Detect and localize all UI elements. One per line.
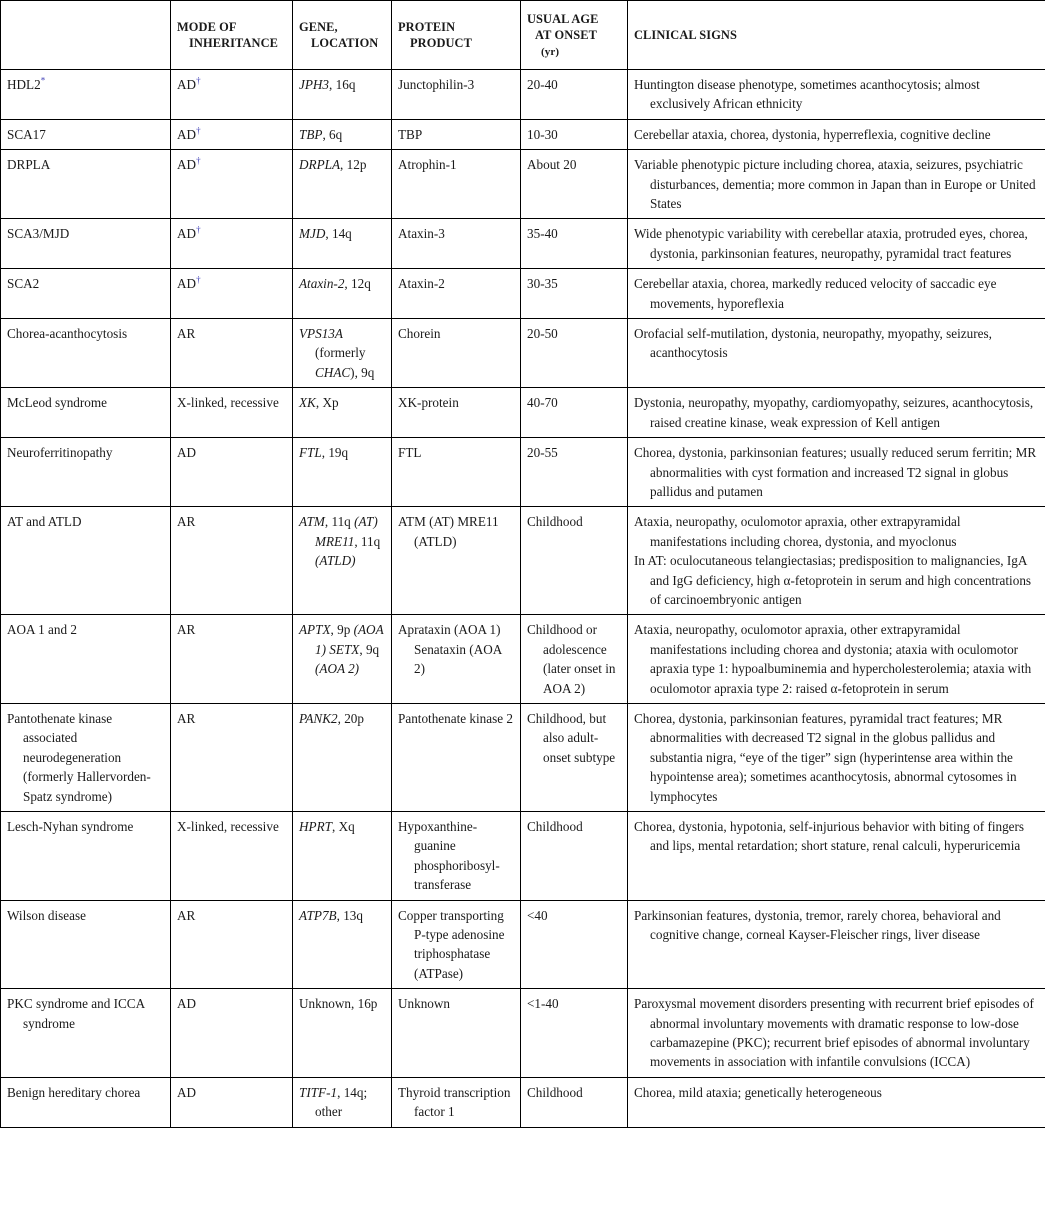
cell-inheritance: AD xyxy=(171,989,293,1078)
gene-location: , 16q xyxy=(329,77,356,92)
cell-signs: Cerebellar ataxia, chorea, dystonia, hyperreflexia, cognitive decline xyxy=(628,119,1045,149)
cell-age: 20-40 xyxy=(521,70,628,120)
table-row xyxy=(1,615,1045,704)
cell-protein: Unknown xyxy=(392,989,521,1078)
cell-gene xyxy=(293,900,392,989)
gene-note: (formerly xyxy=(315,345,366,361)
cell-gene xyxy=(293,615,392,704)
cell-inheritance: AR xyxy=(171,703,293,811)
gene-symbol: PANK2 xyxy=(299,710,338,726)
cell-inheritance: AR xyxy=(171,615,293,704)
cell-protein: Ataxin-3 xyxy=(392,219,521,269)
gene-disease-tag-alt: (ATLD) xyxy=(315,553,356,569)
cell-protein: Pantothenate kinase 2 xyxy=(392,703,521,811)
cell-inheritance xyxy=(171,219,293,269)
gene-symbol: Ataxin-2 xyxy=(299,276,345,292)
gene-symbol: ATM xyxy=(299,514,325,530)
gene-location: Unknown, 16p xyxy=(299,996,378,1012)
cell-age: 10-30 xyxy=(521,119,628,149)
cell-disease: PKC syndrome and ICCA syndrome xyxy=(1,989,171,1078)
cell-inheritance: AR xyxy=(171,507,293,615)
cell-signs: Chorea, mild ataxia; genetically heterogeneous xyxy=(628,1077,1045,1127)
cell-signs: Chorea, dystonia, hypotonia, self-injurious behavior with biting of fingers and lips, mental retardation; short stature, renal calculi, hyperuricemia xyxy=(628,812,1045,901)
inheritance-value: AD xyxy=(177,157,197,173)
table-row xyxy=(1,269,1045,319)
cell-gene xyxy=(293,703,392,811)
cell-signs: Paroxysmal movement disorders presenting with recurrent brief episodes of abnormal involuntary movements with dramatic response to low-dose carbamazepine (PKC); recurrent brief episodes of abnormal involuntary movements in association with infantile convulsions (ICCA) xyxy=(628,989,1045,1078)
cell-gene xyxy=(293,119,392,149)
cell-signs: Dystonia, neuropathy, myopathy, cardiomyopathy, seizures, acanthocytosis, raised creatine kinase, weak expression of Kell antigen xyxy=(628,388,1045,438)
table-row xyxy=(1,900,1045,989)
cell-inheritance: AR xyxy=(171,900,293,989)
table-row xyxy=(1,989,1045,1078)
cell-gene xyxy=(293,388,392,438)
disease-name: HDL2 xyxy=(7,77,41,92)
header-protein-line2: PRODUCT xyxy=(410,36,472,50)
footnote-dagger: † xyxy=(196,225,201,236)
cell-gene xyxy=(293,269,392,319)
cell-disease: Pantothenate kinase associated neurodegeneration (formerly Hallervorden-Spatz syndrome) xyxy=(1,703,171,811)
cell-signs: Cerebellar ataxia, chorea, markedly reduced velocity of saccadic eye movements, hyporeflexia xyxy=(628,269,1045,319)
header-protein-line1: PROTEIN xyxy=(398,20,456,34)
cell-disease: SCA2 xyxy=(1,269,171,319)
cell-disease: McLeod syndrome xyxy=(1,388,171,438)
gene-symbol: VPS13A xyxy=(299,326,343,342)
cell-inheritance xyxy=(171,119,293,149)
cell-protein: FTL xyxy=(392,438,521,507)
table-row xyxy=(1,219,1045,269)
table-row xyxy=(1,150,1045,219)
cell-gene xyxy=(293,507,392,615)
cell-age: <1-40 xyxy=(521,989,628,1078)
cell-signs: Huntington disease phenotype, sometimes acanthocytosis; almost exclusively African ethnicity xyxy=(628,70,1045,120)
cell-protein: Hypoxanthine-guanine phosphoribosyl-transferase xyxy=(392,812,521,901)
inheritance-value: AD xyxy=(177,276,197,292)
header-row xyxy=(1,1,1045,70)
gene-symbol: TBP xyxy=(299,126,323,142)
gene-location: , 20p xyxy=(337,710,364,726)
cell-gene xyxy=(293,438,392,507)
footnote-dagger: † xyxy=(196,125,201,136)
cell-age: Childhood or adolescence (later onset in AOA 2) xyxy=(521,615,628,704)
cell-gene xyxy=(293,219,392,269)
gene-symbol: TITF-1 xyxy=(299,1084,338,1100)
footnote-dagger: † xyxy=(196,155,201,166)
header-age-line1: USUAL AGE xyxy=(527,11,599,26)
cell-protein: Copper transporting P-type adenosine triphosphatase (ATPase) xyxy=(392,900,521,989)
signs-text: Ataxia, neuropathy, oculomotor apraxia, other extrapyramidal manifestations including chorea, dystonia, and myoclonus xyxy=(634,514,961,549)
cell-signs: Wide phenotypic variability with cerebellar ataxia, protruded eyes, chorea, dystonia, parkinsonian features, neuropathy, pyramidal tract features xyxy=(628,219,1045,269)
cell-signs: Variable phenotypic picture including chorea, ataxia, seizures, psychiatric disturbances, dementia; more common in Japan than in Europe or United States xyxy=(628,150,1045,219)
header-protein xyxy=(392,1,521,70)
cell-disease: Neuroferritinopathy xyxy=(1,438,171,507)
header-gene-line1: GENE, xyxy=(299,20,338,34)
cell-gene xyxy=(293,319,392,388)
header-age-line2: AT ONSET xyxy=(535,27,597,42)
cell-age: Childhood xyxy=(521,812,628,901)
cell-age: About 20 xyxy=(521,150,628,219)
gene-symbol-alt: MRE11 xyxy=(315,533,355,549)
cell-gene xyxy=(293,1077,392,1127)
header-signs: CLINICAL SIGNS xyxy=(628,1,1045,70)
header-gene-line2: LOCATION xyxy=(311,36,379,50)
cell-disease: Chorea-acanthocytosis xyxy=(1,319,171,388)
cell-signs: Ataxia, neuropathy, oculomotor apraxia, other extrapyramidal manifestations including chorea and dystonia; ataxia with oculomotor apraxia type 1: hypoalbuminemia and hypercholesterolemia; ataxia with oculomotor apraxia type 2: raised α-fetoprotein in serum xyxy=(628,615,1045,704)
header-gene xyxy=(293,1,392,70)
cell-age: Childhood xyxy=(521,507,628,615)
cell-signs: Chorea, dystonia, parkinsonian features, pyramidal tract features; MR abnormalities with decreased T2 signal in the globus pallidus and substantia nigra, “eye of the tiger” sign (hyperintense area within the hypointense area); sometimes acanthocytosis, abnormal cytosomes in lymphocytes xyxy=(628,703,1045,811)
gene-location: , Xp xyxy=(315,395,339,411)
cell-inheritance xyxy=(171,150,293,219)
gene-symbol-alt: CHAC xyxy=(315,364,351,380)
gene-symbol: JPH3 xyxy=(299,77,330,92)
cell-gene xyxy=(293,989,392,1078)
gene-symbol: ATP7B xyxy=(299,907,337,923)
header-inheritance-line2: INHERITANCE xyxy=(189,36,278,50)
header-age xyxy=(521,1,628,70)
table-row xyxy=(1,1077,1045,1127)
gene-location: ), 9q xyxy=(350,364,375,380)
header-inheritance xyxy=(171,1,293,70)
cell-signs: Parkinsonian features, dystonia, tremor, rarely chorea, behavioral and cognitive change, corneal Kayser-Fleischer rings, liver disease xyxy=(628,900,1045,989)
cell-age: 40-70 xyxy=(521,388,628,438)
gene-disease-tag: (AT) xyxy=(354,514,378,530)
gene-location: , 14q xyxy=(325,226,352,242)
gene-location: , 12q xyxy=(344,276,371,292)
header-age-line3: (yr) xyxy=(541,45,560,58)
cell-signs: Orofacial self-mutilation, dystonia, neuropathy, myopathy, seizures, acanthocytosis xyxy=(628,319,1045,388)
cell-disease: AOA 1 and 2 xyxy=(1,615,171,704)
table-row xyxy=(1,319,1045,388)
cell-inheritance: X-linked, recessive xyxy=(171,388,293,438)
gene-location: , 9p xyxy=(330,622,351,638)
inheritance-value: AD xyxy=(177,226,197,242)
cell-inheritance: AR xyxy=(171,319,293,388)
header-disease xyxy=(1,1,171,70)
cell-inheritance: AD xyxy=(171,438,293,507)
cell-inheritance: X-linked, recessive xyxy=(171,812,293,901)
cell-disease: Wilson disease xyxy=(1,900,171,989)
cell-disease: Lesch-Nyhan syndrome xyxy=(1,812,171,901)
cell-disease: Benign hereditary chorea xyxy=(1,1077,171,1127)
gene-disease-tag-alt: (AOA 2) xyxy=(315,661,360,677)
table-row xyxy=(1,388,1045,438)
gene-location-alt: , 11q xyxy=(354,533,381,549)
cell-age: <40 xyxy=(521,900,628,989)
header-inheritance-line1: MODE OF xyxy=(177,20,237,34)
gene-symbol: MJD xyxy=(299,226,326,242)
cell-age: Childhood xyxy=(521,1077,628,1127)
table-row xyxy=(1,507,1045,615)
cell-gene xyxy=(293,70,392,120)
cell-protein: Chorein xyxy=(392,319,521,388)
cell-disease: SCA17 xyxy=(1,119,171,149)
cell-age: Childhood, but also adult-onset subtype xyxy=(521,703,628,811)
table-row xyxy=(1,70,1045,120)
signs-text-secondary: In AT: oculocutaneous telangiectasias; predisposition to malignancies, IgA and IgG deficiency, high α-fetoprotein in serum and high concentrations of carcinoembryonic antigen xyxy=(634,553,1032,607)
cell-inheritance xyxy=(171,269,293,319)
cell-inheritance: AD xyxy=(171,1077,293,1127)
cell-disease: AT and ATLD xyxy=(1,507,171,615)
gene-symbol: HPRT xyxy=(299,819,332,834)
table-row xyxy=(1,703,1045,811)
cell-age: 20-55 xyxy=(521,438,628,507)
cell-age: 35-40 xyxy=(521,219,628,269)
cell-protein: ATM (AT) MRE11 (ATLD) xyxy=(392,507,521,615)
cell-protein: Atrophin-1 xyxy=(392,150,521,219)
gene-location: , 19q xyxy=(321,445,349,461)
table-row xyxy=(1,119,1045,149)
gene-location: , Xq xyxy=(331,819,355,834)
gene-location-alt: , 9q xyxy=(359,641,380,657)
gene-location: , 12p xyxy=(340,157,367,173)
cell-age: 30-35 xyxy=(521,269,628,319)
footnote-dagger: † xyxy=(196,75,201,86)
cell-disease: DRPLA xyxy=(1,150,171,219)
gene-location: , 11q xyxy=(324,514,351,530)
cell-signs: Chorea, dystonia, parkinsonian features; usually reduced serum ferritin; MR abnormalities with cyst formation and increased T2 signal in globus pallidus and putamen xyxy=(628,438,1045,507)
cell-inheritance xyxy=(171,70,293,120)
cell-age: 20-50 xyxy=(521,319,628,388)
cell-protein: Aprataxin (AOA 1) Senataxin (AOA 2) xyxy=(392,615,521,704)
cell-protein: TBP xyxy=(392,119,521,149)
gene-location: , 14q; other xyxy=(315,1084,368,1120)
cell-gene xyxy=(293,150,392,219)
gene-symbol: DRPLA xyxy=(299,157,341,173)
footnote-dagger: † xyxy=(196,274,201,285)
cell-protein: XK-protein xyxy=(392,388,521,438)
footnote-asterisk: * xyxy=(40,75,46,86)
gene-symbol: APTX xyxy=(299,622,331,638)
cell-disease: SCA3/MJD xyxy=(1,219,171,269)
inheritance-value: AD xyxy=(177,77,197,92)
table-row xyxy=(1,438,1045,507)
gene-symbol-alt: SETX xyxy=(329,641,360,657)
cell-protein: Ataxin-2 xyxy=(392,269,521,319)
cell-protein: Thyroid transcription factor 1 xyxy=(392,1077,521,1127)
gene-symbol: FTL xyxy=(299,445,322,461)
gene-disease-tag: (AOA 1) xyxy=(315,622,384,657)
cell-gene xyxy=(293,812,392,901)
cell-disease xyxy=(1,70,171,120)
gene-location: , 13q xyxy=(336,907,363,923)
cell-protein: Junctophilin-3 xyxy=(392,70,521,120)
cell-signs xyxy=(628,507,1045,615)
gene-symbol: XK xyxy=(299,395,316,411)
table-row xyxy=(1,812,1045,901)
inheritance-value: AD xyxy=(177,126,197,142)
gene-location: , 6q xyxy=(322,126,343,142)
